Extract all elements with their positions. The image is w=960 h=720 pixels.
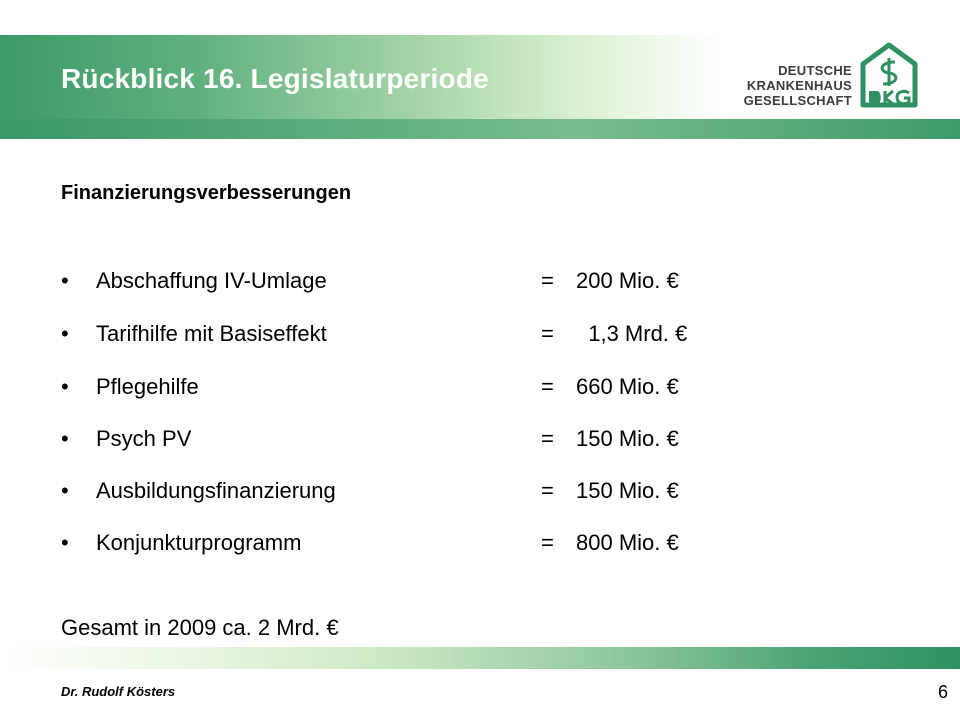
header-subbar: [0, 119, 960, 139]
item-value: 150 Mio. €: [576, 426, 679, 451]
equals-sign: =: [541, 530, 554, 555]
equals-sign: =: [541, 321, 554, 346]
footer-band: [0, 647, 960, 669]
item-value: 660 Mio. €: [576, 374, 679, 399]
item-value: 150 Mio. €: [576, 478, 679, 503]
item-value: 800 Mio. €: [576, 530, 679, 555]
equals-sign: =: [541, 478, 554, 503]
total-line: Gesamt in 2009 ca. 2 Mrd. €: [61, 615, 339, 640]
author-name: Dr. Rudolf Kösters: [61, 684, 176, 699]
list-item: [0, 320, 960, 348]
bullet: •: [61, 530, 69, 555]
logo-line-3: GESELLSCHAFT: [743, 93, 852, 108]
list-item: [0, 477, 960, 505]
bullet: •: [61, 374, 69, 399]
logo-wordmark: [736, 63, 852, 108]
bullet: •: [61, 478, 69, 503]
equals-sign: =: [541, 426, 554, 451]
item-label: Pflegehilfe: [96, 374, 199, 399]
equals-sign: =: [541, 374, 554, 399]
logo-line-1: DEUTSCHE: [778, 63, 852, 78]
list-item: [0, 529, 960, 557]
slide-title: Rückblick 16. Legislaturperiode: [61, 63, 489, 94]
bullet: •: [61, 268, 69, 293]
item-label: Ausbildungsfinanzierung: [96, 478, 336, 503]
equals-sign: =: [541, 268, 554, 293]
item-value: 200 Mio. €: [576, 268, 679, 293]
page-number: 6: [937, 682, 948, 702]
logo-line-2: KRANKENHAUS: [746, 78, 852, 93]
list-item: [0, 373, 960, 401]
list-item: [0, 267, 960, 295]
section-heading: Finanzierungsverbesserungen: [61, 182, 352, 204]
item-value: 1,3 Mrd. €: [576, 321, 688, 346]
item-label: Tarifhilfe mit Basiseffekt: [96, 321, 327, 346]
item-label: Konjunkturprogramm: [96, 530, 302, 555]
item-label: Psych PV: [96, 426, 192, 451]
dkg-logo-icon: [857, 42, 921, 108]
list-item: [0, 425, 960, 453]
bullet: •: [61, 426, 69, 451]
bullet: •: [61, 321, 69, 346]
item-label: Abschaffung IV-Umlage: [96, 268, 327, 293]
